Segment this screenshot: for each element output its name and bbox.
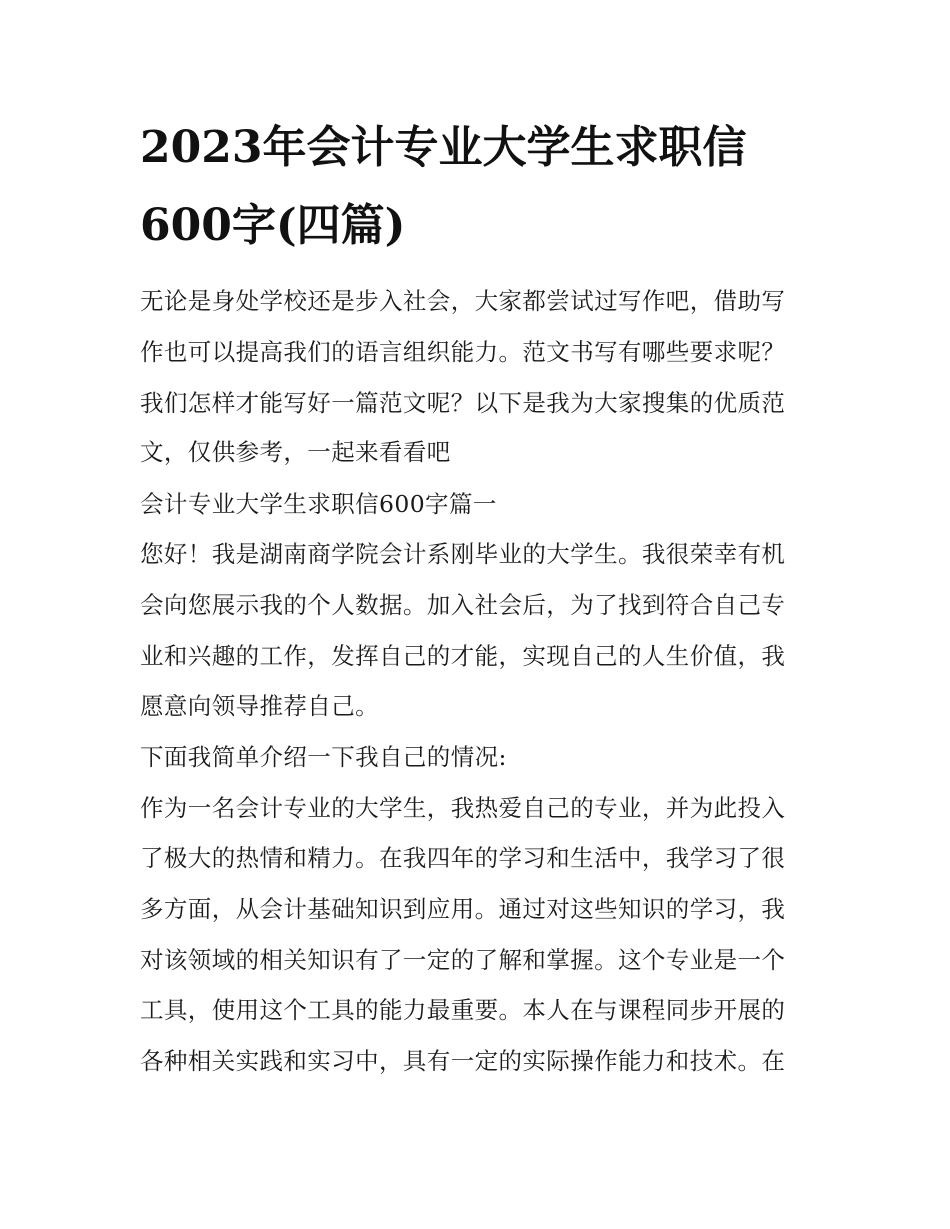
body-line: 各种相关实践和实习中，具有一定的实际操作能力和技术。在 <box>140 1047 786 1075</box>
body-line: 多方面，从会计基础知识到应用。通过对这些知识的学习，我 <box>140 895 786 923</box>
document-title-line-1: 2023年会计专业大学生求职信 <box>140 122 747 173</box>
body-line: 对该领域的相关知识有了一定的了解和掌握。这个专业是一个 <box>140 946 786 974</box>
body-line: 愿意向领导推荐自己。 <box>140 692 379 720</box>
body-line: 业和兴趣的工作，发挥自己的才能，实现自己的人生价值，我 <box>140 642 786 670</box>
body-line: 我们怎样才能写好一篇范文呢？以下是我为大家搜集的优质范 <box>140 389 786 417</box>
body-line: 作也可以提高我们的语言组织能力。范文书写有哪些要求呢？ <box>140 338 786 366</box>
body-line: 文，仅供参考，一起来看看吧 <box>140 438 451 466</box>
body-line: 工具，使用这个工具的能力最重要。本人在与课程同步开展的 <box>140 996 786 1024</box>
body-line: 无论是身处学校还是步入社会，大家都尝试过写作吧，借助写 <box>140 287 786 315</box>
body-line: 下面我简单介绍一下我自己的情况: <box>140 743 507 771</box>
document-title-line-2: 600字(四篇) <box>140 200 406 251</box>
body-line: 会向您展示我的个人数据。加入社会后，为了找到符合自己专 <box>140 591 786 619</box>
body-line: 了极大的热情和精力。在我四年的学习和生活中，我学习了很 <box>140 844 786 872</box>
body-line: 您好！我是湖南商学院会计系刚毕业的大学生。我很荣幸有机 <box>140 540 786 568</box>
section-heading: 会计专业大学生求职信600字篇一 <box>140 490 497 518</box>
body-line: 作为一名会计专业的大学生，我热爱自己的专业，并为此投入 <box>140 794 786 822</box>
